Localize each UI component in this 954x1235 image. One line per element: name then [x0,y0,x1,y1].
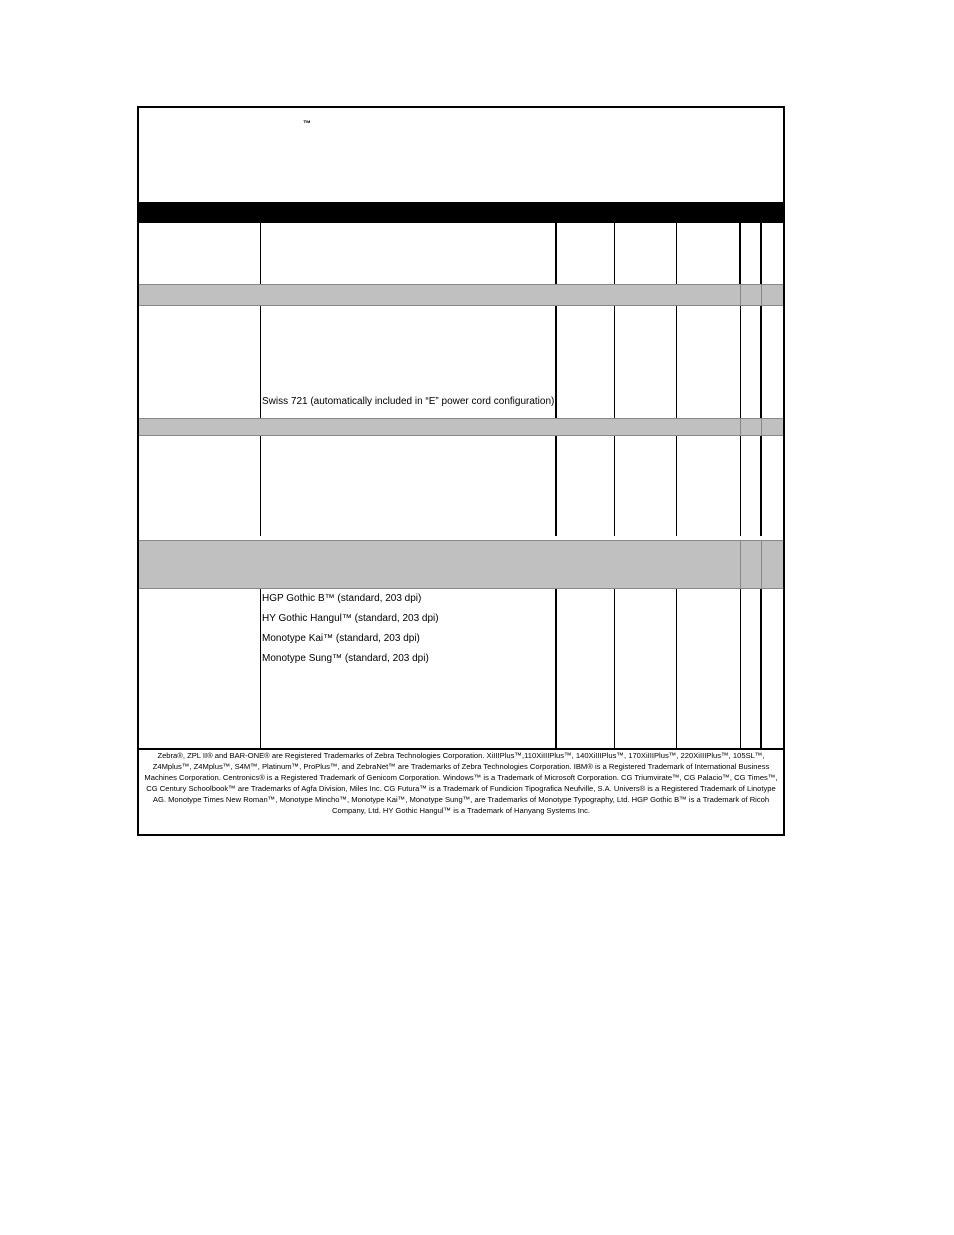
col-divider [739,223,741,284]
font-option-hgp-gothic-b: HGP Gothic B™ (standard, 203 dpi) [262,593,422,604]
col-divider [260,436,261,536]
section-band [139,418,783,436]
col-divider [614,436,615,536]
header-black-bar [139,202,783,223]
col-divider [740,540,741,589]
col-divider [555,436,557,536]
font-option-swiss-721: Swiss 721 (automatically included in “E” power cord configuration) [262,396,555,407]
col-divider [761,284,762,306]
font-option-monotype-sung: Monotype Sung™ (standard, 203 dpi) [262,653,429,664]
col-divider [676,223,677,284]
col-divider [555,223,557,284]
col-divider [761,418,762,436]
font-option-monotype-kai: Monotype Kai™ (standard, 203 dpi) [262,633,420,644]
col-divider [760,306,762,418]
col-divider [555,589,557,748]
col-divider [761,540,762,589]
col-divider [740,436,741,536]
col-divider [260,589,261,748]
col-divider [740,418,741,436]
col-divider [676,306,677,418]
section-band [139,284,783,306]
order-form-table [137,106,785,836]
section-band [139,540,783,589]
col-divider [614,306,615,418]
col-divider [260,223,261,284]
trademark-mark: ™ [303,119,311,128]
col-divider [760,436,762,536]
font-option-hy-gothic-hangul: HY Gothic Hangul™ (standard, 203 dpi) [262,613,439,624]
col-divider [760,223,762,284]
col-divider [676,589,677,748]
col-divider [740,284,741,306]
col-divider [555,306,557,418]
col-divider [260,306,261,418]
trademark-notice: Zebra®, ZPL II® and BAR-ONE® are Registered Trademarks of Zebra Technologies Corporation. XiIIIPlus™,110XiIIIPlus™, 140XiIIIPlus™, 170XiIIIPlus™, 220XiIIIPlus™, 105SL™, Z4Mplus™, Z4Mplus™, S4M™, Platinum™, ProPlus™, and ZebraNet™ are Trademarks of Zebra Technologies Corporation. IBM® is a Registered Trademark of International Business Machines Corporation. Centronics® is a Registered Trademark of Genicom Corporation. Windows™ is a Trademark of Microsoft Corporation. CG Triumvirate™, CG Palacio™, CG Times™, CG Century Schoolbook™ are Trademarks of Agfa Division, Miles Inc. CG Futura™ is a Trademark of Fundicion Tipografica Neufville, S.A. Univers® is a Registered Trademark of Linotype AG. Monotype Times New Roman™, Monotype Mincho™, Monotype Kai™, Monotype Sung™, are Trademarks of Monotype Typography, Ltd. HGP Gothic B™ is a Trademark of Ricoh Company, Ltd. HY Gothic Hangul™ is a Trademark of Hanyang Systems Inc. [144,751,778,815]
col-divider [740,306,741,418]
col-divider [760,589,762,748]
col-divider [676,436,677,536]
col-divider [740,589,741,748]
col-divider [614,223,615,284]
col-divider [614,589,615,748]
